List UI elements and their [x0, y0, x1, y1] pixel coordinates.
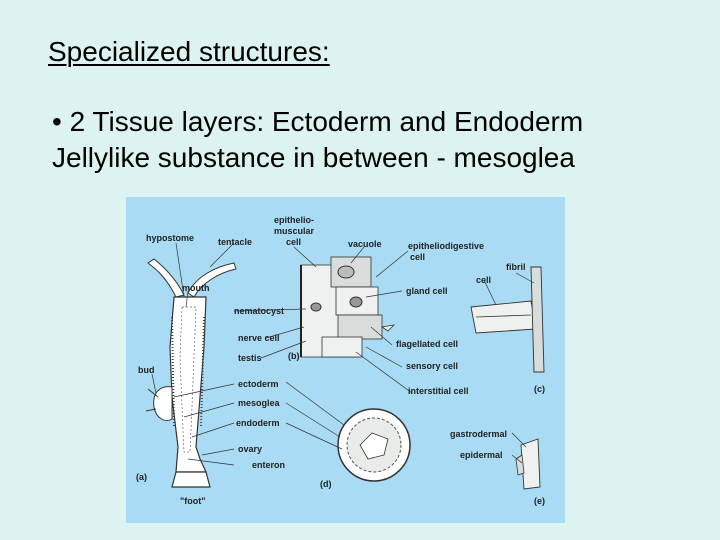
label-hypostome: hypostome: [146, 233, 195, 243]
mesoglea-line: Jellylike substance in between - mesoglea: [52, 142, 575, 173]
label-mouth: mouth: [182, 283, 210, 293]
label-gastrodermal: gastrodermal: [450, 429, 508, 439]
label-epidermal: epidermal: [460, 450, 503, 460]
label-epitheliodigestive-1: epitheliodigestive: [408, 241, 485, 251]
hydra-body-drawing: [146, 259, 236, 487]
label-gland-cell: gland cell: [406, 286, 448, 296]
label-testis: testis: [238, 353, 262, 363]
slide-title: Specialized structures:: [48, 36, 330, 67]
label-bud: bud: [138, 365, 155, 375]
label-b: (b): [288, 351, 300, 361]
label-enteron: enteron: [252, 460, 286, 470]
epidermal-cells-drawing: [516, 439, 540, 489]
cross-section-drawing: [338, 409, 410, 481]
label-e: (e): [534, 496, 545, 506]
label-epitheliodigestive-2: cell: [410, 252, 426, 262]
label-sensory-cell: sensory cell: [406, 361, 459, 371]
tissue-layers-bullet: • 2 Tissue layers: Ectoderm and Endoderm: [52, 106, 584, 137]
label-vacuole: vacuole: [348, 239, 382, 249]
label-mesoglea: mesoglea: [238, 398, 280, 408]
label-foot: "foot": [180, 496, 206, 506]
label-epithelio-muscular-2: muscular: [274, 226, 315, 236]
tissue-cells-drawing: [301, 257, 394, 357]
label-nerve-cell: nerve cell: [238, 333, 280, 343]
label-ovary: ovary: [238, 444, 263, 454]
label-endoderm: endoderm: [236, 418, 280, 428]
label-flagellated-cell: flagellated cell: [396, 339, 459, 349]
hydra-anatomy-figure: [126, 197, 565, 523]
label-nematocyst: nematocyst: [234, 306, 285, 316]
label-ectoderm: ectoderm: [238, 379, 279, 389]
label-interstitial-cell: interstitial cell: [408, 386, 469, 396]
hydra-diagram: [126, 197, 565, 523]
label-d: (d): [320, 479, 332, 489]
label-epithelio-muscular-1: epithelio-: [274, 215, 314, 225]
label-tentacle: tentacle: [218, 237, 253, 247]
slide-body: [52, 104, 583, 176]
label-c: (c): [534, 384, 545, 394]
label-epithelio-muscular-3: cell: [286, 237, 302, 247]
label-fibril: fibril: [506, 262, 526, 272]
label-cell-c: cell: [476, 275, 492, 285]
label-a: (a): [136, 472, 147, 482]
